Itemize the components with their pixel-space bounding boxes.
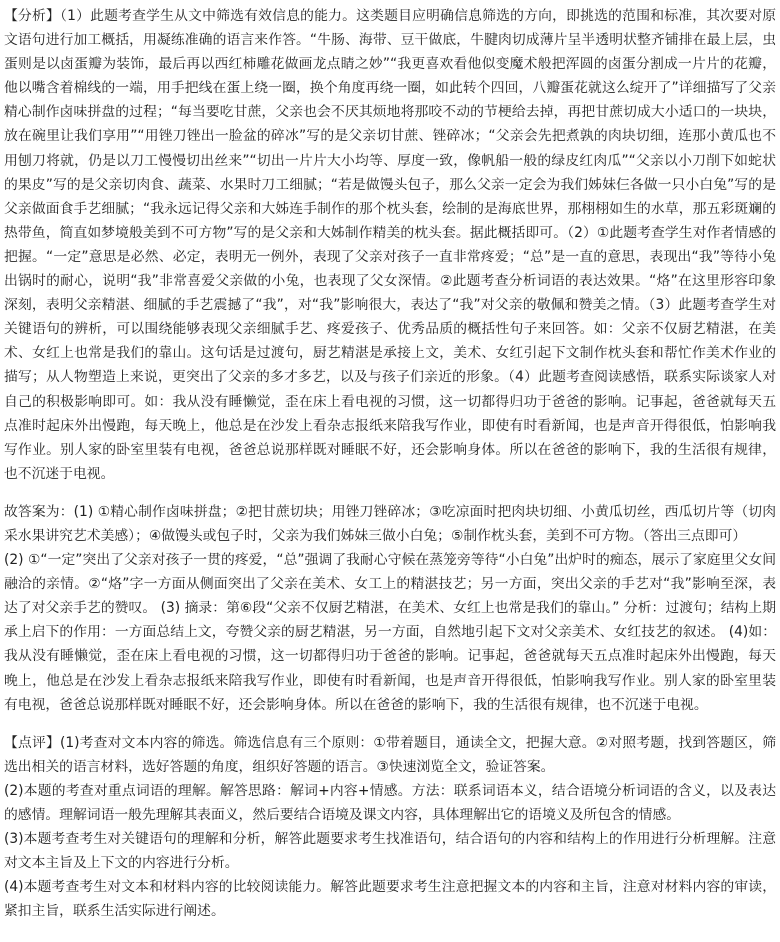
analysis-section bbox=[4, 4, 776, 486]
answer-text: 故答案为：(1) ①精心制作卤味拼盘；②把甘蔗切块；用锉刀锉碎冰；③吃凉面时把肉块切细、小黄瓜切丝，西瓜切片等（切肉采水果讲究艺术美感）；④做馒头或包子时，父亲为我们姊妹三做小白兔；⑤制作枕头套，美到不可方物。（答出三点即可） (2) ①“一定”突出了父亲对孩子一贯的疼爱，“总”强调了我耐心守候在蒸笼旁等待“小白兔”出炉时的痴态，展示了家庭里父女间融洽的亲情。②“烙”字一方面从侧面突出了父亲在美术、女工上的精湛技艺；另一方面，突出父亲的手艺对“我”影响至深，表达了对父亲手艺的赞叹。 (3) 摘录：第⑥段“父亲不仅厨艺精湛，在美术、女红上也常是我们的靠山。” 分析：过渡句；结构上期承上启下的作用：一方面总结上文，夸赞父亲的厨艺精湛，另一方面，自然地引起下文对父亲美术、女红技艺的叙述。 (4)如：我从没有睡懒觉，歪在床上看电视的习惯，这一切都得归功于爸爸的影响。记事起，爸爸就每天五点准时起床外出慢跑，每天晚上，他总是在沙发上看杂志报纸来陪我写作业，即使有时看新闻，也是声音开得很低，怕影响我写作业。别人家的卧室里装有电视，爸爸总说那样既对睡眠不好，还会影响身体。所以在爸爸的影响下，我的生活很有规律，也不沉迷于电视。 bbox=[4, 503, 776, 713]
comment-line: (4)本题考查考生对文本和材料内容的比较阅读能力。解答此题要求考生注意把握文本的内容和主旨，注意对材料内容的审读，紧扣主旨，联系生活实际进行阐述。 bbox=[4, 879, 776, 920]
comment-tag: 【点评】 bbox=[4, 734, 60, 751]
comment-paragraph-1 bbox=[4, 731, 776, 779]
analysis-tag: 【分析】 bbox=[4, 8, 61, 24]
comment-line: (1)考查对文本内容的筛选。筛选信息有三个原则：①带着题目，通读全文，把握大意。②对照考题，找到答题区，筛选出相关的语言材料，选好答题的角度，组织好答题的语言。③快速浏览全文，验证答案。 bbox=[4, 734, 777, 775]
analysis-paragraph bbox=[4, 4, 776, 486]
answer-paragraph bbox=[4, 500, 776, 717]
comment-paragraph-4 bbox=[4, 875, 776, 923]
analysis-text: （1）此题考查学生从文中筛选有效信息的能力。这类题目应明确信息筛选的方向，即挑选的范围和标准，其次要对原文语句进行加工概括，用凝练准确的语言来作答。“牛肠、海带、豆干做底，牛腱肉切成薄片呈半透明状整齐铺排在最上层，虫蛋则是以卤蛋瓣为装饰，最后再以西红柿雕花做画龙点睛之妙”“我更喜欢看他似变魔术般把浑圆的卤蛋分割成一片片的花瓣，他以嘴含着棉线的一端，用手把线在蛋上绕一圈，换个角度再绕一圈，如此转个四回，八瓣蛋花就这么绽开了”详细描写了父亲精心制作卤味拼盘的过程；“每当要吃甘蔗，父亲也会不厌其烦地将那咬不动的节梗给去掉，再把甘蔗切成大小适口的一块块，放在碗里让我们享用”“用锉刀锉出一脸盆的碎冰”写的是父亲切甘蔗、锉碎冰；“父亲会先把煮孰的肉块切细，连那小黄瓜也不用刨刀将就，仍是以刀工慢慢切出丝来”“切出一片片大小均等、厚度一致，像帆船一般的绿皮红肉瓜”“父亲以小刀削下如蛇状的果皮”写的是父亲切肉食、蔬菜、水果时刀工细腻；“若是做馒头包子，那么父亲一定会为我们姊妹仨各做一只小白兔”写的是父亲做面食手艺细腻；“我永远记得父亲和大姊连手制作的那个枕头套，绘制的是海底世界，那栩栩如生的水草，那五彩斑斓的热带鱼，简直如梦境般美到不可方物”写的是父亲和大姊制作精美的枕头套。据此概括即可。（2）①此题考查学生对作者情感的把握。“一定”意思是必然、必定，表明无一例外，表现了父亲对孩子一直非常疼爱；“总”是一直的意思，表现出“我”等待小兔出锅时的耐心，说明“我”非常喜爱父亲做的小兔，也表现了父女深情。②此题考查分析词语的表达效果。“烙”在这里形容印象深刻，表明父亲精湛、细腻的手艺震撼了“我”，对“我”影响很大，表达了“我”对父亲的敬佩和赞美之情。（3）此题考查学生对关键语句的辨析，可以围绕能够表现父亲细腻手艺、疼爱孩子、优秀品质的概括性句子来回答。如：父亲不仅厨艺精湛，在美术、女红上也常是我们的靠山。这句话是过渡句，厨艺精湛是承接上文，美术、女红引起下文制作枕头套和帮忙作美术作业的描写；从人物塑造上来说，更突出了父亲的多才多艺，以及与孩子们亲近的形象。（4）此题考查阅读感悟，联系实际谈家人对自己的积极影响即可。如：我从没有睡懒觉，歪在床上看电视的习惯，这一切都得归功于爸爸的影响。记事起，爸爸就每天五点准时起床外出慢跑，每天晚上，他总是在沙发上看杂志报纸来陪我写作业，即使有时看新闻，也是声音开得很低，怕影响我写作业。别人家的卧室里装有电视，爸爸总说那样既对睡眠不好，还会影响身体。所以在爸爸的影响下，我的生活很有规律，也不沉迷于电视。 bbox=[4, 8, 777, 482]
comment-section bbox=[4, 731, 776, 924]
comment-paragraph-2 bbox=[4, 779, 776, 827]
comment-line: (3)本题考查考生对关键语句的理解和分析，解答此题要求考生找准语句，结合语句的内容和结构上的作用进行分析理解。注意对文本主旨及上下文的内容进行分析。 bbox=[4, 831, 776, 872]
comment-line: (2)本题的考查对重点词语的理解。解答思路：解词+内容+情感。方法：联系词语本义，结合语境分析词语的含义，以及表达的感情。理解词语一般先理解其表面义，然后要结合语境及课文内容，具体理解出它的语境义及所包含的情感。 bbox=[4, 782, 776, 823]
answer-section bbox=[4, 500, 776, 717]
comment-paragraph-3 bbox=[4, 827, 776, 875]
